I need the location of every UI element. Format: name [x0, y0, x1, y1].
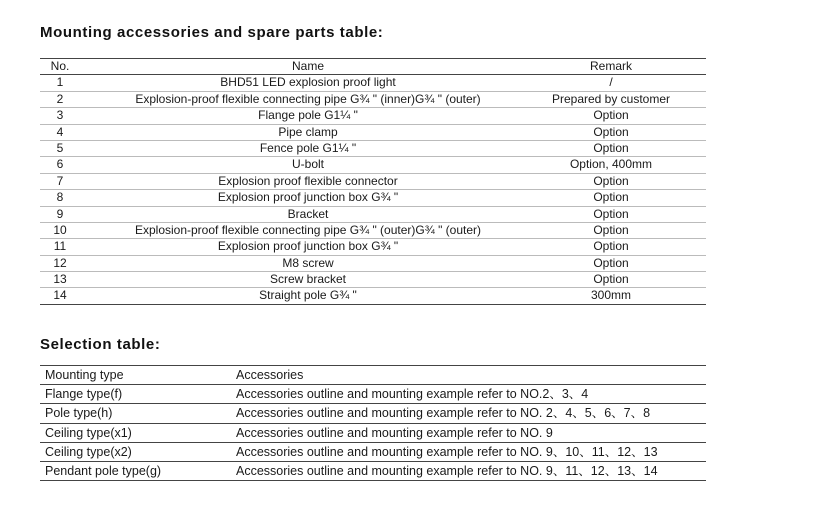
parts-header-row — [40, 58, 706, 75]
parts-table-title: Mounting accessories and spare parts table: — [40, 24, 384, 41]
row-no: 14 — [53, 288, 67, 303]
row-remark: Option, 400mm — [569, 157, 653, 172]
row-no: 13 — [53, 272, 67, 287]
row-name: Explosion proof junction box G¾ " — [217, 239, 399, 254]
table-row — [40, 141, 706, 157]
table-row — [40, 223, 706, 239]
row-accessories: Accessories outline and mounting example refer to NO. 2、4、5、6、7、8 — [236, 406, 651, 421]
table-row — [40, 443, 706, 462]
row-remark: Option — [593, 140, 629, 155]
row-no: 6 — [56, 157, 64, 172]
row-mounting-type: Ceiling type(x1) — [45, 425, 132, 440]
row-accessories: Accessories outline and mounting example refer to NO. 9、11、12、13、14 — [236, 463, 658, 478]
row-name: Explosion-proof flexible connecting pipe G¾ " (outer)G¾ " (outer) — [134, 222, 482, 237]
row-remark: / — [609, 75, 613, 90]
table-row — [40, 75, 706, 91]
row-no: 2 — [56, 91, 64, 106]
row-name: Explosion proof junction box G¾ " — [217, 190, 399, 205]
row-name: BHD51 LED explosion proof light — [220, 75, 396, 90]
row-name: Explosion-proof flexible connecting pipe G¾ " (inner)G¾ " (outer) — [135, 91, 481, 106]
header-remark: Remark — [589, 59, 632, 73]
row-remark: 300mm — [590, 288, 631, 303]
row-name: U-bolt — [291, 157, 324, 172]
table-row — [40, 256, 706, 272]
row-mounting-type: Ceiling type(x2) — [45, 444, 132, 459]
row-mounting-type: Pole type(h) — [45, 406, 113, 421]
row-no: 9 — [56, 206, 64, 221]
selection-header-row — [40, 365, 706, 385]
table-row — [40, 190, 706, 206]
row-no: 11 — [53, 239, 67, 254]
table-row — [40, 108, 706, 124]
row-remark: Option — [593, 239, 629, 254]
row-name: Bracket — [287, 206, 329, 221]
table-row — [40, 404, 706, 423]
table-row — [40, 239, 706, 255]
row-no: 5 — [56, 140, 64, 155]
row-mounting-type: Flange type(f) — [45, 387, 123, 402]
row-remark: Option — [593, 222, 629, 237]
row-remark: Option — [593, 124, 629, 139]
row-accessories: Accessories outline and mounting example refer to NO. 9 — [236, 425, 553, 440]
row-remark: Prepared by customer — [551, 91, 671, 106]
row-accessories: Accessories outline and mounting example refer to NO.2、3、4 — [236, 387, 589, 402]
row-no: 10 — [53, 222, 67, 237]
row-no: 7 — [56, 173, 64, 188]
header-name: Name — [291, 59, 324, 73]
table-row — [40, 272, 706, 288]
header-mounting-type: Mounting type — [45, 368, 124, 382]
row-mounting-type: Pendant pole type(g) — [45, 463, 162, 478]
row-remark: Option — [593, 190, 629, 205]
parts-table — [40, 58, 706, 305]
row-name: Pipe clamp — [278, 124, 338, 139]
table-row — [40, 462, 706, 481]
row-no: 3 — [56, 108, 64, 123]
table-row — [40, 157, 706, 173]
row-remark: Option — [593, 272, 629, 287]
row-remark: Option — [593, 255, 629, 270]
row-no: 1 — [56, 75, 64, 90]
row-remark: Option — [593, 206, 629, 221]
table-row — [40, 288, 706, 304]
row-remark: Option — [593, 108, 629, 123]
table-row — [40, 92, 706, 108]
row-no: 12 — [53, 255, 67, 270]
row-no: 4 — [56, 124, 64, 139]
table-row — [40, 385, 706, 404]
selection-table-title: Selection table: — [40, 336, 161, 353]
row-name: Straight pole G¾ " — [259, 288, 357, 303]
row-name: Flange pole G1¼ " — [258, 108, 358, 123]
row-name: M8 screw — [282, 255, 334, 270]
row-accessories: Accessories outline and mounting example refer to NO. 9、10、11、12、13 — [236, 444, 658, 459]
row-name: Fence pole G1¼ " — [259, 140, 357, 155]
table-row — [40, 125, 706, 141]
table-row — [40, 174, 706, 190]
table-row — [40, 207, 706, 223]
row-remark: Option — [593, 173, 629, 188]
table-row — [40, 424, 706, 443]
selection-table — [40, 365, 706, 481]
header-accessories: Accessories — [236, 368, 304, 382]
row-name: Explosion proof flexible connector — [218, 173, 398, 188]
row-no: 8 — [56, 190, 64, 205]
row-name: Screw bracket — [269, 272, 347, 287]
header-no: No. — [50, 59, 70, 73]
